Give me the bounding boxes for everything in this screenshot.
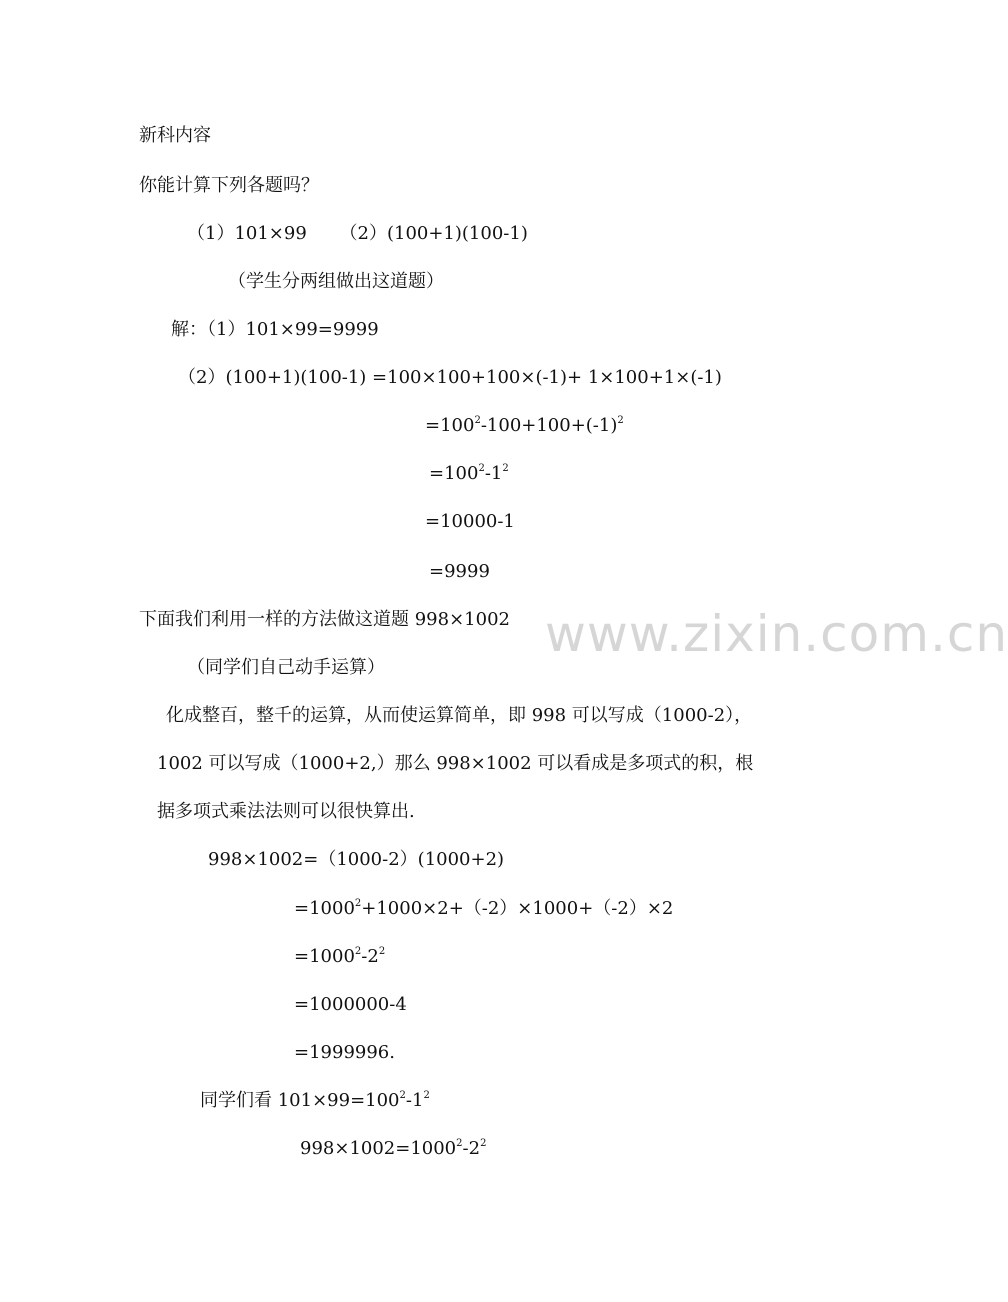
question-line: 你能计算下列各题吗？: [139, 175, 319, 196]
next-problem-line: 下面我们利用一样的方法做这道题 998×1002: [139, 609, 510, 630]
step-text: =100: [429, 463, 479, 484]
solution-line-1: 解：（1）101×99=9999: [171, 319, 379, 340]
calc-line-3: =1000000-4: [294, 994, 407, 1015]
solution-step-1: [425, 414, 624, 438]
step-text: -100+100+(-1): [480, 415, 618, 436]
exponent: 2: [354, 898, 362, 909]
calc-text: -2: [361, 946, 379, 967]
exponent: 2: [617, 415, 624, 426]
observation-line-2: [300, 1137, 486, 1161]
observation-text: 同学们看 101×99=100: [200, 1090, 400, 1111]
exponent: 2: [478, 463, 485, 474]
note-line-2: （同学们自己动手运算）: [187, 657, 385, 678]
watermark: www.zixin.com.cn: [545, 605, 1008, 663]
observation-line-1: [200, 1089, 430, 1113]
paragraph-line-2: 1002 可以写成（1000+2,）那么 998×1002 可以看成是多项式的积，根: [157, 753, 754, 774]
calc-line-4: =1999996.: [294, 1042, 395, 1063]
calc-line-0: 998×1002=（1000-2）(1000+2): [208, 849, 505, 870]
solution-step-2: [429, 462, 509, 486]
exponent: 2: [502, 463, 509, 474]
solution-step-4: =9999: [429, 561, 490, 582]
paragraph-line-3: 据多项式乘法法则可以很快算出.: [157, 801, 415, 822]
exponent: 2: [378, 946, 386, 957]
exponent: 2: [423, 1090, 430, 1101]
calc-text: =1000: [294, 946, 355, 967]
exponent: 2: [474, 415, 481, 426]
section-heading: 新科内容: [139, 125, 211, 146]
exponent: 2: [480, 1138, 487, 1149]
note-line-1: （学生分两组做出这道题）: [228, 271, 444, 292]
solution-line-2: （2）(100+1)(100-1) =100×100+100×(-1)+ 1×100+1×(-1): [178, 367, 722, 388]
calc-line-1: [294, 897, 673, 921]
paragraph-line-1: 化成整百，整千的运算，从而使运算简单，即 998 可以写成（1000-2），: [166, 705, 753, 726]
calc-text: =1000: [294, 898, 355, 919]
calc-line-2: [294, 945, 385, 969]
observation-text: -2: [462, 1138, 481, 1159]
exponent: 2: [399, 1090, 406, 1101]
observation-text: 998×1002=1000: [300, 1138, 457, 1159]
exponent: 2: [354, 946, 362, 957]
observation-text: -1: [405, 1090, 424, 1111]
calc-text: +1000×2+（-2）×1000+（-2）×2: [361, 898, 674, 919]
step-text: =100: [425, 415, 475, 436]
solution-step-3: =10000-1: [425, 511, 515, 532]
exponent: 2: [456, 1138, 463, 1149]
step-text: -1: [484, 463, 503, 484]
problems-line: （1）101×99 （2）(100+1)(100-1): [187, 223, 528, 244]
